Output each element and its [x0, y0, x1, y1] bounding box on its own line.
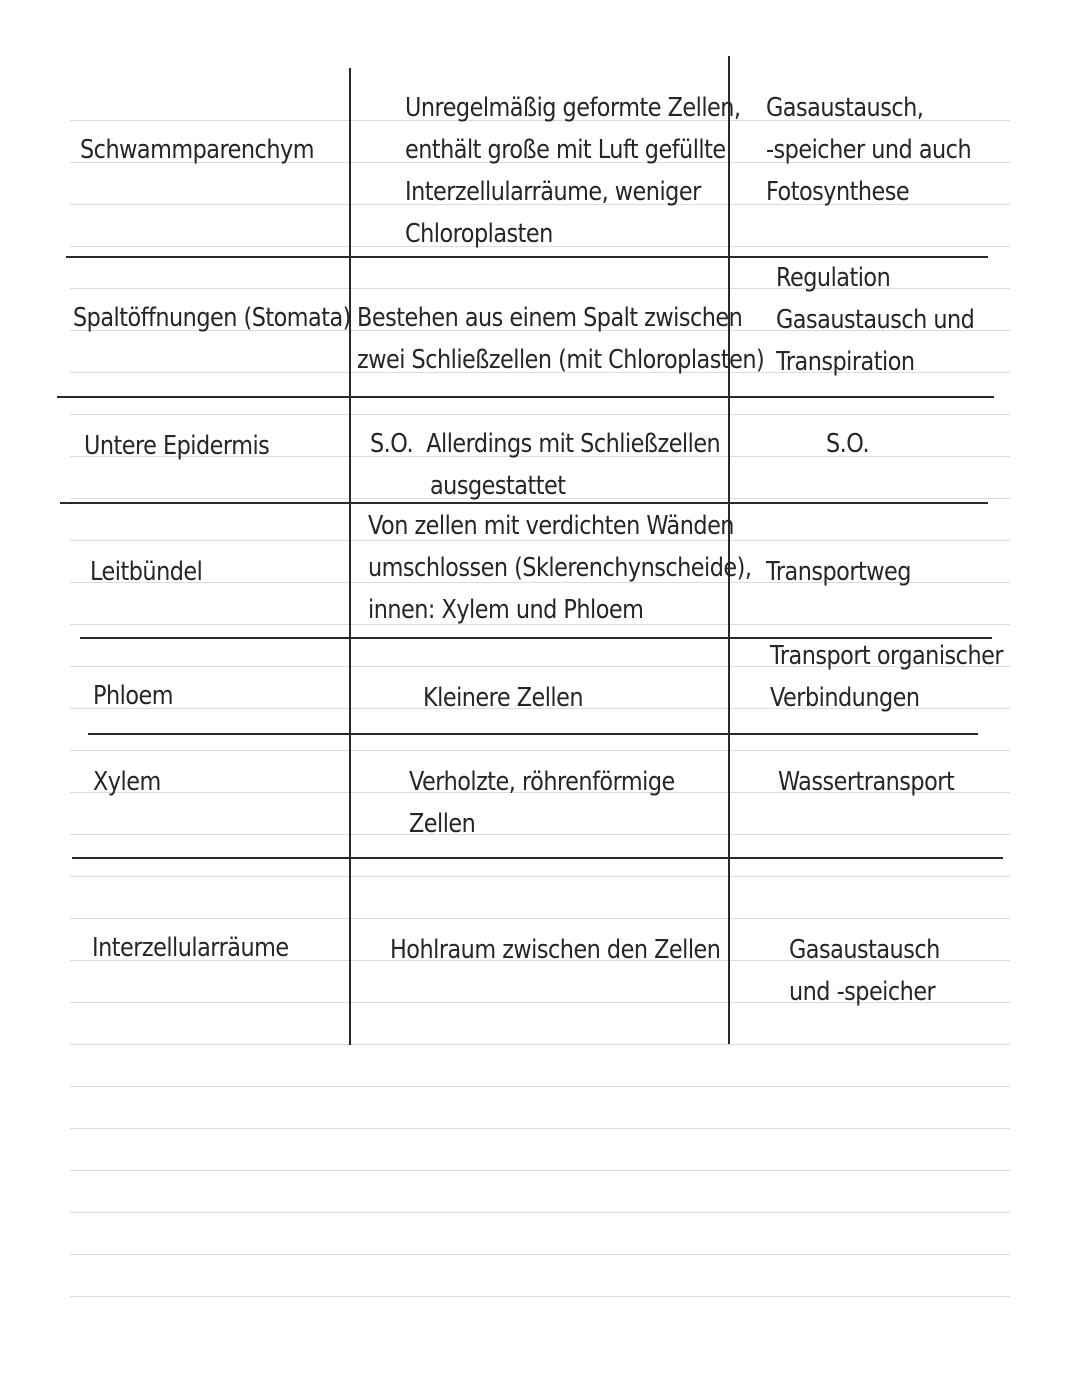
- ruled-line: [70, 918, 1010, 919]
- row-structure-phloem: Phloem: [93, 681, 173, 711]
- row-function-line: und -speicher: [789, 977, 936, 1007]
- row-function-line: Regulation: [776, 263, 891, 293]
- row-function-line: Transportweg: [766, 557, 911, 587]
- ruled-line: [70, 1170, 1010, 1171]
- row-description-line: innen: Xylem und Phloem: [368, 595, 644, 625]
- row-structure-spaltoeffnungen: Spaltöffnungen (Stomata): [73, 303, 351, 333]
- row-description-line: Zellen: [409, 809, 476, 839]
- row-function-line: S.O.: [826, 429, 870, 459]
- row-description-line: enthält große mit Luft gefüllte: [405, 135, 726, 165]
- ruled-line: [70, 1044, 1010, 1045]
- row-function-line: Gasaustausch: [789, 935, 940, 965]
- row-description-line: S.O. Allerdings mit Schließzellen: [370, 429, 721, 459]
- row-description-line: Chloroplasten: [405, 219, 553, 249]
- row-function-line: Verbindungen: [770, 683, 920, 713]
- row-separator: [88, 733, 978, 735]
- row-description-line: Bestehen aus einem Spalt zwischen: [357, 303, 743, 333]
- row-structure-interzellularraeume: Interzellularräume: [92, 933, 289, 963]
- row-description-line: ausgestattet: [430, 471, 566, 501]
- row-function-line: Gasaustausch,: [766, 93, 924, 123]
- row-description-line: Unregelmäßig geformte Zellen,: [405, 93, 741, 123]
- ruled-line: [70, 1086, 1010, 1087]
- row-structure-schwammparenchym: Schwammparenchym: [80, 135, 314, 165]
- row-function-line: Wassertransport: [778, 767, 955, 797]
- ruled-line: [70, 1296, 1010, 1297]
- row-description-line: Von zellen mit verdichten Wänden: [368, 511, 734, 541]
- row-structure-untere-epidermis: Untere Epidermis: [84, 431, 270, 461]
- row-description-line: Interzellularräume, weniger: [405, 177, 701, 207]
- row-separator: [57, 396, 994, 398]
- ruled-line: [70, 834, 1010, 835]
- row-description-line: Kleinere Zellen: [423, 683, 584, 713]
- row-description-line: Verholzte, röhrenförmige: [409, 767, 675, 797]
- row-structure-leitbuendel: Leitbündel: [90, 557, 203, 587]
- column-divider: [349, 68, 351, 1045]
- row-function-line: Gasaustausch und: [776, 305, 975, 335]
- ruled-line: [70, 750, 1010, 751]
- row-description-line: umschlossen (Sklerenchynscheide),: [368, 553, 752, 583]
- row-function-line: Fotosynthese: [766, 177, 910, 207]
- ruled-line: [70, 1128, 1010, 1129]
- ruled-line: [70, 414, 1010, 415]
- row-separator: [72, 857, 1003, 859]
- row-structure-xylem: Xylem: [93, 767, 161, 797]
- ruled-line: [70, 1212, 1010, 1213]
- ruled-line: [70, 1254, 1010, 1255]
- row-function-line: Transpiration: [776, 347, 915, 377]
- row-description-line: Hohlraum zwischen den Zellen: [390, 935, 721, 965]
- ruled-line: [70, 876, 1010, 877]
- row-function-line: Transport organischer: [770, 641, 1004, 671]
- row-function-line: -speicher und auch: [766, 135, 972, 165]
- row-description-line: zwei Schließzellen (mit Chloroplasten): [357, 345, 765, 375]
